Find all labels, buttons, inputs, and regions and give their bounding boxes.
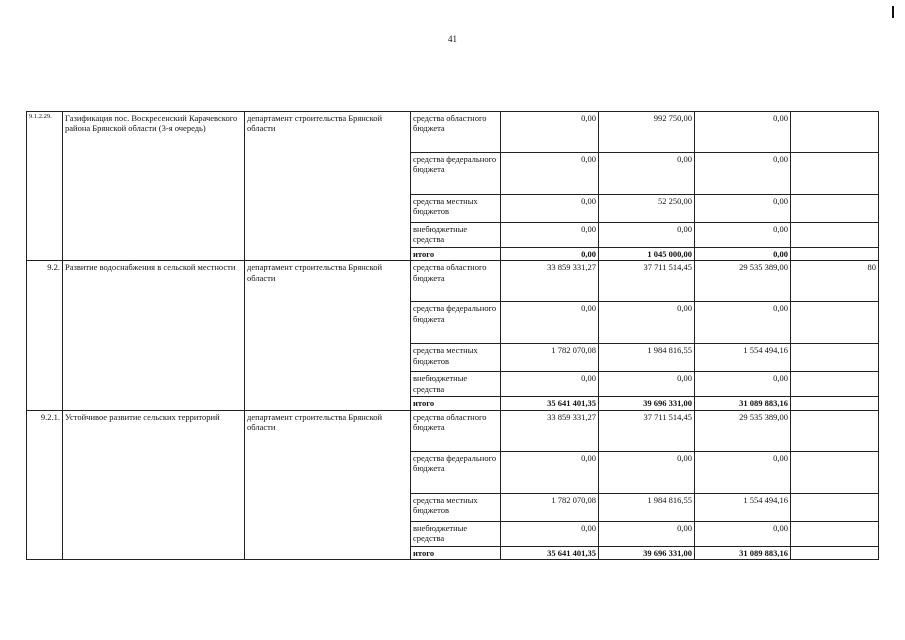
amount-year-3: 0,00	[695, 372, 791, 397]
amount-year-3: 29 535 389,00	[695, 410, 791, 451]
extra-value: 80	[791, 261, 879, 302]
amount-year-2: 0,00	[599, 302, 695, 344]
amount-year-2: 0,00	[599, 372, 695, 397]
funding-source: средства федерального бюджета	[411, 153, 501, 195]
amount-year-1: 0,00	[501, 195, 599, 223]
amount-year-2: 1 984 816,55	[599, 493, 695, 521]
amount-year-2: 39 696 331,00	[599, 397, 695, 410]
funding-source: внебюджетные средства	[411, 521, 501, 546]
amount-year-3: 0,00	[695, 521, 791, 546]
amount-year-2: 0,00	[599, 451, 695, 493]
item-code: 9.1.2.29.	[27, 112, 63, 261]
extra-value	[791, 410, 879, 451]
item-name: Газификация пос. Воскресенский Карачевского района Брянской области (3-я очередь)	[63, 112, 245, 261]
funding-source: средства местных бюджетов	[411, 344, 501, 372]
amount-year-3: 0,00	[695, 302, 791, 344]
responsible-department: департамент строительства Брянской области	[245, 112, 411, 261]
amount-year-1: 0,00	[501, 223, 599, 248]
funding-source: средства областного бюджета	[411, 261, 501, 302]
funding-source: итого	[411, 248, 501, 261]
amount-year-2: 0,00	[599, 521, 695, 546]
amount-year-2: 992 750,00	[599, 112, 695, 153]
item-code: 9.2.	[27, 261, 63, 410]
amount-year-3: 29 535 389,00	[695, 261, 791, 302]
funding-source: средства федерального бюджета	[411, 302, 501, 344]
table-body	[27, 112, 879, 560]
amount-year-1: 0,00	[501, 153, 599, 195]
funding-source: средства областного бюджета	[411, 410, 501, 451]
extra-value	[791, 397, 879, 410]
amount-year-3: 1 554 494,16	[695, 493, 791, 521]
amount-year-3: 0,00	[695, 153, 791, 195]
extra-value	[791, 493, 879, 521]
amount-year-2: 1 045 000,00	[599, 248, 695, 261]
amount-year-3: 0,00	[695, 223, 791, 248]
amount-year-3: 0,00	[695, 112, 791, 153]
budget-table	[26, 111, 879, 560]
responsible-department: департамент строительства Брянской области	[245, 410, 411, 559]
amount-year-2: 0,00	[599, 153, 695, 195]
funding-row	[27, 410, 879, 451]
scan-edge-mark	[892, 6, 894, 18]
amount-year-1: 35 641 401,35	[501, 546, 599, 559]
extra-value	[791, 451, 879, 493]
amount-year-1: 1 782 070,08	[501, 344, 599, 372]
amount-year-1: 33 859 331,27	[501, 261, 599, 302]
extra-value	[791, 344, 879, 372]
amount-year-2: 37 711 514,45	[599, 261, 695, 302]
extra-value	[791, 546, 879, 559]
amount-year-2: 52 250,00	[599, 195, 695, 223]
funding-source: итого	[411, 397, 501, 410]
amount-year-3: 31 089 883,16	[695, 397, 791, 410]
funding-row	[27, 261, 879, 302]
extra-value	[791, 302, 879, 344]
extra-value	[791, 223, 879, 248]
amount-year-1: 0,00	[501, 248, 599, 261]
responsible-department: департамент строительства Брянской области	[245, 261, 411, 410]
amount-year-1: 0,00	[501, 451, 599, 493]
amount-year-3: 1 554 494,16	[695, 344, 791, 372]
funding-source: средства федерального бюджета	[411, 451, 501, 493]
funding-source: внебюджетные средства	[411, 223, 501, 248]
amount-year-1: 35 641 401,35	[501, 397, 599, 410]
item-name: Развитие водоснабжения в сельской местности	[63, 261, 245, 410]
extra-value	[791, 195, 879, 223]
amount-year-1: 0,00	[501, 302, 599, 344]
funding-row	[27, 112, 879, 153]
amount-year-3: 0,00	[695, 248, 791, 261]
amount-year-2: 39 696 331,00	[599, 546, 695, 559]
funding-source: итого	[411, 546, 501, 559]
extra-value	[791, 153, 879, 195]
funding-source: внебюджетные средства	[411, 372, 501, 397]
amount-year-3: 0,00	[695, 195, 791, 223]
item-name: Устойчивое развитие сельских территорий	[63, 410, 245, 559]
amount-year-1: 0,00	[501, 521, 599, 546]
amount-year-2: 1 984 816,55	[599, 344, 695, 372]
amount-year-3: 0,00	[695, 451, 791, 493]
extra-value	[791, 248, 879, 261]
funding-source: средства местных бюджетов	[411, 493, 501, 521]
funding-source: средства областного бюджета	[411, 112, 501, 153]
amount-year-2: 37 711 514,45	[599, 410, 695, 451]
item-code: 9.2.1.	[27, 410, 63, 559]
amount-year-1: 1 782 070,08	[501, 493, 599, 521]
extra-value	[791, 112, 879, 153]
amount-year-1: 33 859 331,27	[501, 410, 599, 451]
amount-year-3: 31 089 883,16	[695, 546, 791, 559]
amount-year-2: 0,00	[599, 223, 695, 248]
page-number: 41	[448, 34, 457, 44]
extra-value	[791, 372, 879, 397]
amount-year-1: 0,00	[501, 372, 599, 397]
funding-source: средства местных бюджетов	[411, 195, 501, 223]
amount-year-1: 0,00	[501, 112, 599, 153]
extra-value	[791, 521, 879, 546]
